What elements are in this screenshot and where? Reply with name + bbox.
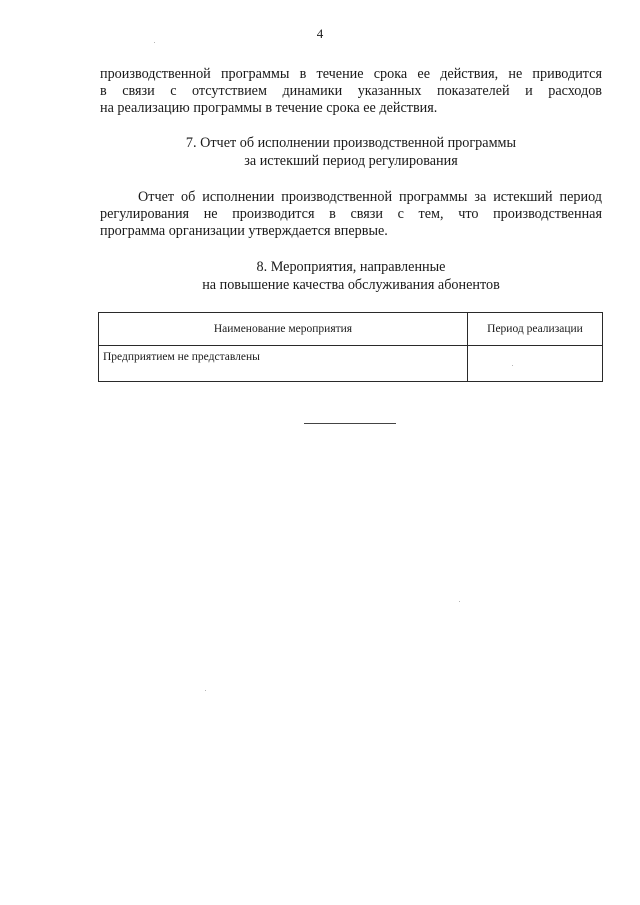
intro-paragraph (100, 66, 602, 117)
end-of-document-rule (304, 423, 396, 424)
table-cell-measure-name: Предприятием не представлены (99, 346, 468, 382)
section-7-heading (100, 134, 602, 170)
table-row (99, 346, 603, 382)
section-7-line-3: программа организации утверждается впервые. (100, 223, 388, 239)
section-8-heading (100, 258, 602, 294)
measures-table (98, 312, 603, 382)
intro-line-1: производственной программы в течение срока ее действия, не приводится (100, 66, 602, 82)
column-header-measure-name: Наименование мероприятия (99, 313, 468, 346)
section-8-title-line-1: 8. Мероприятия, направленные (256, 259, 446, 275)
section-7-title-line-1: 7. Отчет об исполнении производственной программы (185, 135, 517, 151)
intro-line-2: в связи с отсутствием динамики указанных показателей и расходов (100, 83, 602, 99)
scan-speck (205, 690, 206, 691)
table-cell-period (467, 346, 602, 382)
section-7-title-line-2: за истекший период регулирования (244, 153, 458, 169)
intro-line-3: на реализацию программы в течение срока ее действия. (100, 100, 438, 116)
section-7-paragraph (100, 189, 602, 240)
column-header-period: Период реализации (467, 313, 602, 346)
table-header-row (99, 313, 603, 346)
scan-speck (459, 601, 460, 602)
section-7-line-1: Отчет об исполнении производственной программы за истекший период (138, 189, 602, 205)
page-number: 4 (316, 26, 324, 41)
section-7-line-2: регулирования не производится в связи с тем, что производственная (100, 206, 602, 222)
section-8-title-line-2: на повышение качества обслуживания абонентов (202, 277, 500, 293)
scan-speck (512, 365, 513, 366)
scan-speck (154, 42, 155, 43)
